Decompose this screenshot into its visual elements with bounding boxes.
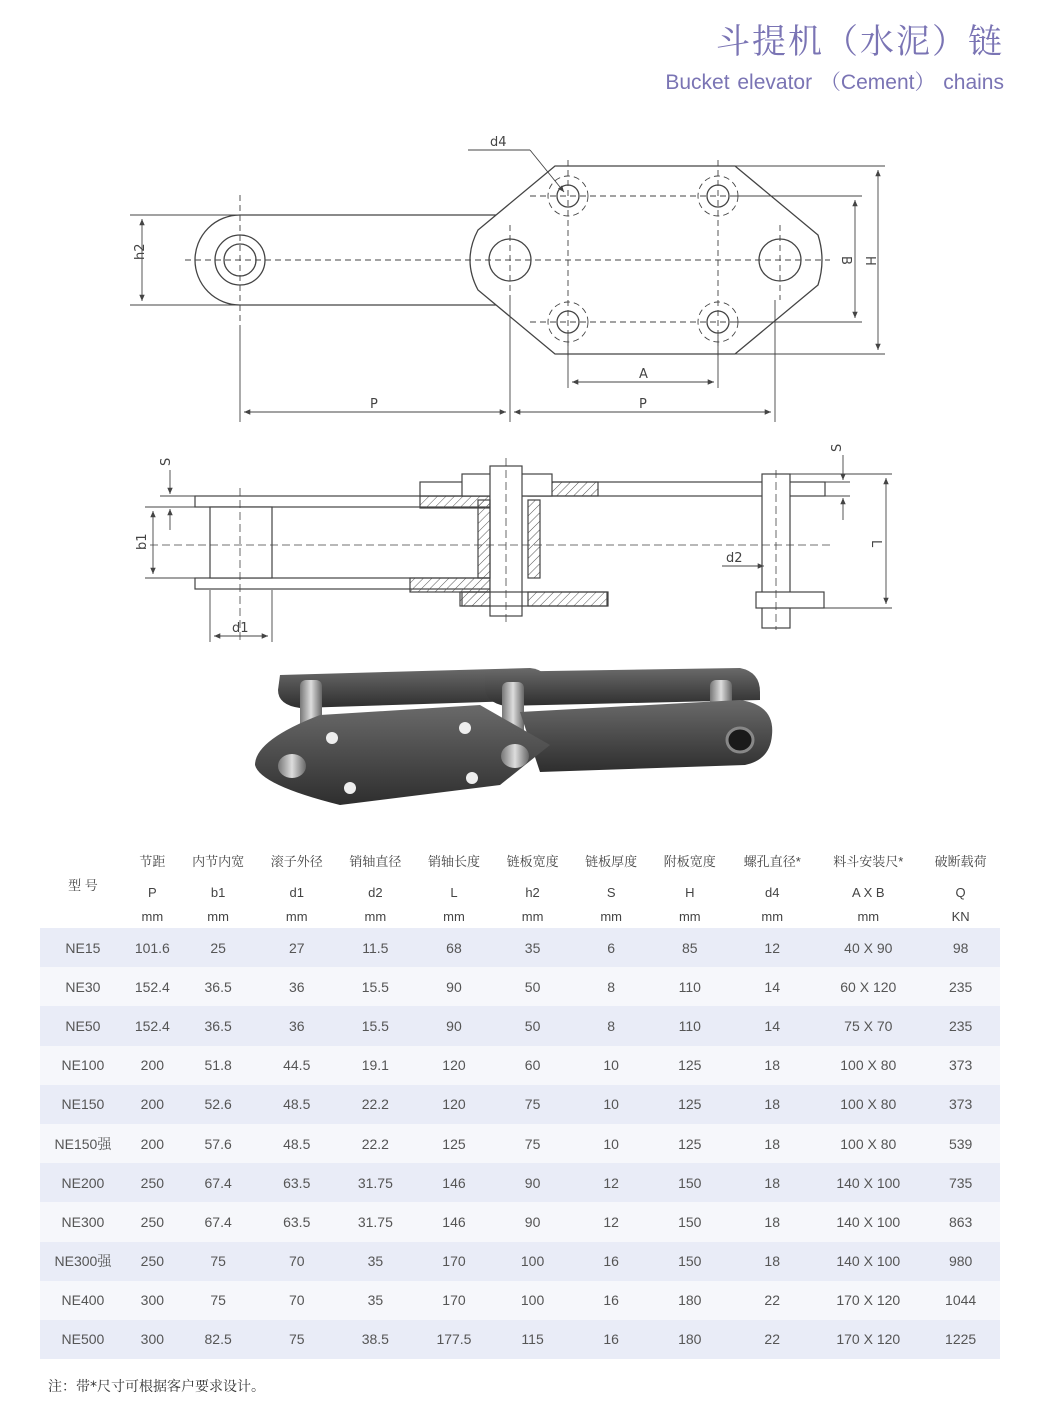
value-cell: 48.5 (257, 1124, 336, 1163)
col-header-cn: 料斗安装尺* (833, 853, 904, 869)
label-d2: d2 (726, 551, 743, 566)
value-cell: 120 (415, 1085, 494, 1124)
value-cell: 75 (179, 1281, 258, 1320)
value-cell: 90 (493, 1163, 572, 1202)
col-header-cn: 链板厚度 (585, 853, 638, 869)
value-cell: 12 (572, 1163, 651, 1202)
model-cell: NE200 (40, 1163, 126, 1202)
value-cell: 98 (921, 928, 1000, 967)
value-cell: 68 (415, 928, 494, 967)
col-header-unit: mm (443, 908, 465, 924)
value-cell: 735 (921, 1163, 1000, 1202)
value-cell: 31.75 (336, 1202, 415, 1241)
footnote: 注：带*尺寸可根据客户要求设计。 (48, 1379, 265, 1395)
value-cell: 250 (126, 1163, 179, 1202)
col-header-unit: mm (857, 908, 880, 924)
label-d4: d4 (490, 135, 507, 150)
value-cell: 150 (650, 1202, 729, 1241)
value-cell: 18 (729, 1046, 815, 1085)
value-cell: 180 (650, 1281, 729, 1320)
value-cell: 14 (729, 1006, 815, 1045)
value-cell: 50 (493, 967, 572, 1006)
value-cell: 75 (493, 1124, 572, 1163)
col-header-cn: 破断载荷 (934, 853, 987, 869)
value-cell: 170 X 120 (815, 1320, 921, 1359)
value-cell: 16 (572, 1320, 651, 1359)
value-cell: 18 (729, 1242, 815, 1281)
value-cell: 35 (336, 1281, 415, 1320)
page-title-en: Bucket elevator （Cement） chains (665, 71, 1004, 94)
value-cell: 150 (650, 1242, 729, 1281)
value-cell: 36 (257, 967, 336, 1006)
col-header-cn: 节距 (139, 853, 166, 869)
side-view (145, 455, 892, 642)
value-cell: 18 (729, 1124, 815, 1163)
value-cell: 235 (921, 1006, 1000, 1045)
table-header-unit (40, 904, 1000, 928)
value-cell: 110 (650, 967, 729, 1006)
value-cell: 100 X 80 (815, 1085, 921, 1124)
col-header-sym: d2 (368, 884, 383, 900)
table-header-symbol (40, 880, 1000, 904)
value-cell: 44.5 (257, 1046, 336, 1085)
model-cell: NE30 (40, 967, 126, 1006)
value-cell: 170 (415, 1242, 494, 1281)
model-header: 型 号 (68, 877, 98, 893)
value-cell: 300 (126, 1281, 179, 1320)
table-header-cn (40, 840, 1000, 880)
label-S-right: S (830, 443, 845, 452)
model-cell: NE15 (40, 928, 126, 967)
value-cell: 18 (729, 1202, 815, 1241)
table-row (40, 1202, 1000, 1241)
value-cell: 75 (257, 1320, 336, 1359)
value-cell: 40 X 90 (815, 928, 921, 967)
table-row (40, 1085, 1000, 1124)
label-H: H (862, 256, 877, 266)
value-cell: 52.6 (179, 1085, 258, 1124)
value-cell: 170 (415, 1281, 494, 1320)
value-cell: 57.6 (179, 1124, 258, 1163)
value-cell: 35 (493, 928, 572, 967)
col-header-sym: A X B (852, 884, 885, 900)
label-P-left: P (370, 397, 378, 412)
value-cell: 125 (650, 1085, 729, 1124)
col-header-unit: mm (207, 908, 229, 924)
value-cell: 170 X 120 (815, 1281, 921, 1320)
value-cell: 16 (572, 1281, 651, 1320)
col-header-unit: mm (364, 908, 387, 924)
value-cell: 373 (921, 1046, 1000, 1085)
value-cell: 110 (650, 1006, 729, 1045)
value-cell: 100 (493, 1281, 572, 1320)
value-cell: 25 (179, 928, 258, 967)
value-cell: 63.5 (257, 1163, 336, 1202)
value-cell: 200 (126, 1046, 179, 1085)
value-cell: 250 (126, 1202, 179, 1241)
col-header-sym: S (606, 884, 616, 900)
value-cell: 51.8 (179, 1046, 258, 1085)
value-cell: 63.5 (257, 1202, 336, 1241)
label-P-right: P (639, 397, 647, 412)
col-header-sym: L (450, 884, 458, 900)
col-header-cn: 销轴长度 (427, 853, 480, 869)
value-cell: 60 X 120 (815, 967, 921, 1006)
value-cell: 31.75 (336, 1163, 415, 1202)
value-cell: 863 (921, 1202, 1000, 1241)
col-header-sym: H (685, 884, 695, 900)
col-header-cn: 螺孔直径* (743, 853, 801, 869)
value-cell: 100 (493, 1242, 572, 1281)
model-cell: NE300强 (40, 1242, 126, 1281)
col-header-sym: P (148, 884, 157, 900)
value-cell: 120 (415, 1046, 494, 1085)
page-title-cn: 斗提机（水泥）链 (716, 22, 1004, 62)
value-cell: 27 (257, 928, 336, 967)
value-cell: 38.5 (336, 1320, 415, 1359)
value-cell: 15.5 (336, 1006, 415, 1045)
value-cell: 70 (257, 1242, 336, 1281)
value-cell: 100 X 80 (815, 1124, 921, 1163)
col-header-unit: mm (285, 908, 308, 924)
value-cell: 85 (650, 928, 729, 967)
table-row (40, 928, 1000, 967)
value-cell: 90 (415, 967, 494, 1006)
value-cell: 36.5 (179, 1006, 258, 1045)
value-cell: 6 (572, 928, 651, 967)
label-L: L (868, 540, 883, 548)
label-b1: b1 (135, 533, 150, 550)
col-header-sym: Q (955, 884, 966, 900)
value-cell: 82.5 (179, 1320, 258, 1359)
value-cell: 22.2 (336, 1085, 415, 1124)
value-cell: 373 (921, 1085, 1000, 1124)
value-cell: 235 (921, 967, 1000, 1006)
table-body (40, 928, 1000, 1359)
label-S-left: S (159, 457, 174, 466)
table-row (40, 967, 1000, 1006)
chain-product-image (240, 660, 780, 830)
value-cell: 200 (126, 1124, 179, 1163)
label-B: B (838, 256, 853, 265)
value-cell: 101.6 (126, 928, 179, 967)
value-cell: 90 (415, 1006, 494, 1045)
value-cell: 36 (257, 1006, 336, 1045)
value-cell: 8 (572, 967, 651, 1006)
col-header-sym: d4 (764, 884, 780, 900)
table-row (40, 1046, 1000, 1085)
value-cell: 67.4 (179, 1202, 258, 1241)
value-cell: 980 (921, 1242, 1000, 1281)
value-cell: 140 X 100 (815, 1163, 921, 1202)
value-cell: 60 (493, 1046, 572, 1085)
value-cell: 70 (257, 1281, 336, 1320)
col-header-unit: mm (761, 908, 784, 924)
value-cell: 152.4 (126, 1006, 179, 1045)
col-header-cn: 链板宽度 (506, 853, 559, 869)
value-cell: 125 (415, 1124, 494, 1163)
model-cell: NE500 (40, 1320, 126, 1359)
value-cell: 115 (493, 1320, 572, 1359)
value-cell: 90 (493, 1202, 572, 1241)
value-cell: 75 X 70 (815, 1006, 921, 1045)
value-cell: 150 (650, 1163, 729, 1202)
table-row (40, 1163, 1000, 1202)
chain-technical-drawing (0, 0, 1052, 660)
model-cell: NE150强 (40, 1124, 126, 1163)
value-cell: 16 (572, 1242, 651, 1281)
value-cell: 12 (572, 1202, 651, 1241)
value-cell: 300 (126, 1320, 179, 1359)
value-cell: 36.5 (179, 967, 258, 1006)
value-cell: 75 (179, 1242, 258, 1281)
model-cell: NE100 (40, 1046, 126, 1085)
col-header-unit: mm (600, 908, 623, 924)
value-cell: 125 (650, 1124, 729, 1163)
value-cell: 539 (921, 1124, 1000, 1163)
value-cell: 180 (650, 1320, 729, 1359)
top-view (130, 150, 885, 422)
value-cell: 177.5 (415, 1320, 494, 1359)
table-row (40, 1006, 1000, 1045)
label-d1: d1 (232, 621, 249, 636)
value-cell: 100 X 80 (815, 1046, 921, 1085)
col-header-unit: mm (678, 908, 701, 924)
table-row (40, 1124, 1000, 1163)
value-cell: 10 (572, 1124, 651, 1163)
col-header-sym: b1 (210, 884, 226, 900)
value-cell: 75 (493, 1085, 572, 1124)
col-header-unit: mm (521, 908, 544, 924)
model-cell: NE300 (40, 1202, 126, 1241)
col-header-cn: 内节内宽 (192, 853, 245, 869)
value-cell: 14 (729, 967, 815, 1006)
value-cell: 1225 (921, 1320, 1000, 1359)
value-cell: 146 (415, 1163, 494, 1202)
value-cell: 15.5 (336, 967, 415, 1006)
value-cell: 19.1 (336, 1046, 415, 1085)
value-cell: 50 (493, 1006, 572, 1045)
label-A: A (639, 367, 648, 382)
col-header-sym: h2 (525, 884, 540, 900)
model-cell: NE50 (40, 1006, 126, 1045)
col-header-unit: mm (141, 908, 164, 924)
value-cell: 48.5 (257, 1085, 336, 1124)
value-cell: 22 (729, 1320, 815, 1359)
value-cell: 140 X 100 (815, 1242, 921, 1281)
table-row (40, 1281, 1000, 1320)
table-row (40, 1242, 1000, 1281)
value-cell: 18 (729, 1085, 815, 1124)
value-cell: 250 (126, 1242, 179, 1281)
value-cell: 10 (572, 1085, 651, 1124)
value-cell: 146 (415, 1202, 494, 1241)
table-row (40, 1320, 1000, 1359)
value-cell: 8 (572, 1006, 651, 1045)
value-cell: 1044 (921, 1281, 1000, 1320)
col-header-cn: 附板宽度 (663, 853, 716, 869)
value-cell: 22 (729, 1281, 815, 1320)
col-header-cn: 滚子外径 (270, 853, 323, 869)
model-cell: NE400 (40, 1281, 126, 1320)
value-cell: 67.4 (179, 1163, 258, 1202)
value-cell: 10 (572, 1046, 651, 1085)
label-h2: h2 (133, 243, 148, 260)
spec-table (40, 840, 1000, 1359)
value-cell: 12 (729, 928, 815, 967)
model-cell: NE150 (40, 1085, 126, 1124)
col-header-sym: d1 (289, 884, 304, 900)
col-header-unit: KN (951, 908, 970, 924)
value-cell: 200 (126, 1085, 179, 1124)
value-cell: 11.5 (336, 928, 415, 967)
value-cell: 22.2 (336, 1124, 415, 1163)
value-cell: 125 (650, 1046, 729, 1085)
value-cell: 152.4 (126, 967, 179, 1006)
col-header-cn: 销轴直径 (349, 853, 402, 869)
value-cell: 140 X 100 (815, 1202, 921, 1241)
value-cell: 18 (729, 1163, 815, 1202)
value-cell: 35 (336, 1242, 415, 1281)
